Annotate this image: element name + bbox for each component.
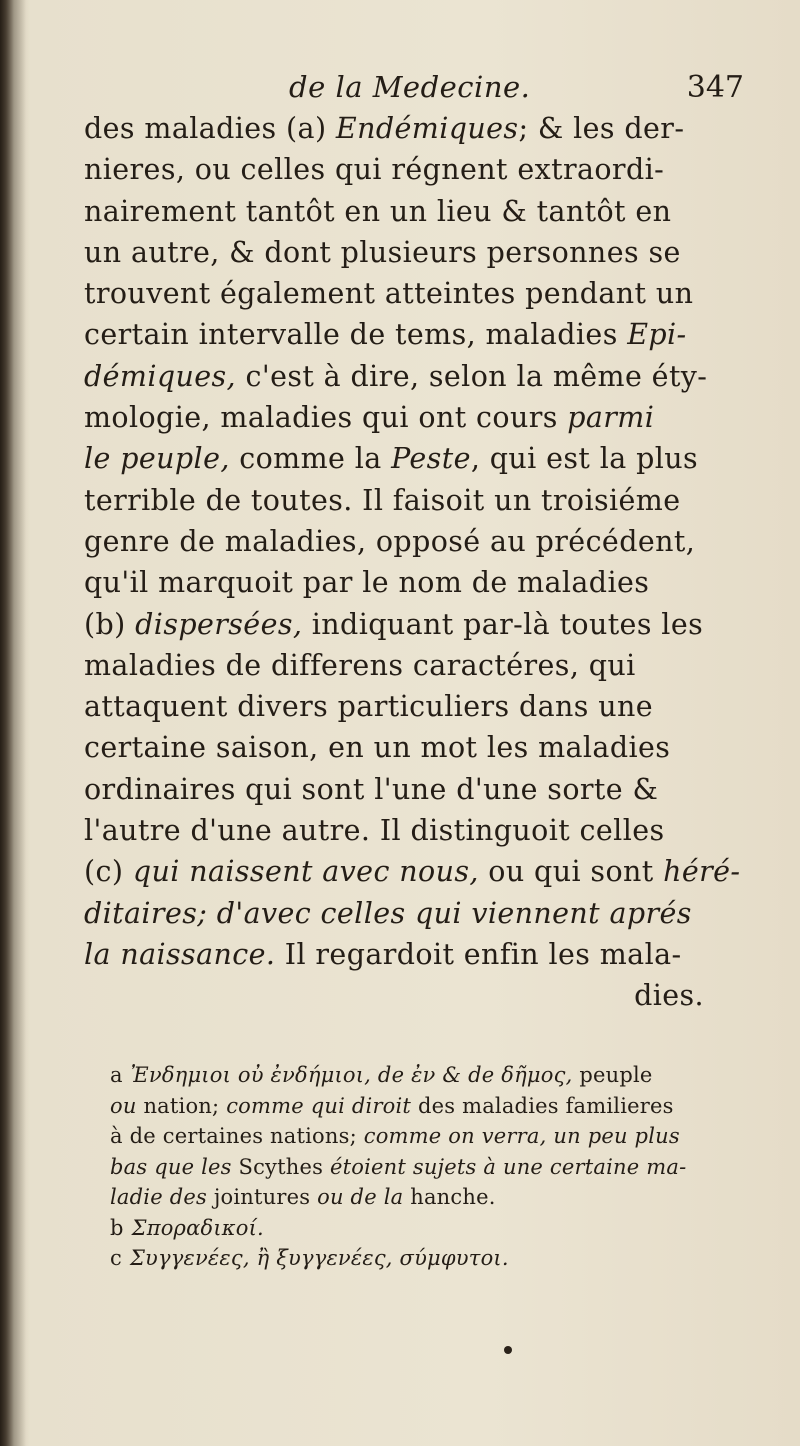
text-line: ordinaires qui sont l'une d'une sorte & bbox=[84, 772, 659, 806]
text-line: (b) dispersées, indiquant par-là toutes les bbox=[84, 607, 704, 641]
text-line: des maladies (a) Endémiques; & les der- bbox=[84, 112, 685, 145]
footnote-marker: c bbox=[110, 1246, 122, 1270]
text-line: ditaires; d'avec celles qui viennent aprés bbox=[84, 896, 692, 930]
text-line: nairement tantôt en un lieu & tantôt en bbox=[84, 194, 672, 228]
footnote-marker: a bbox=[110, 1063, 123, 1087]
greek-text: Ἐνδημιοι οὐ ἐνδήμιοι, de ἐν & de δῆμος, bbox=[130, 1063, 573, 1087]
text-line: trouvent également atteintes pendant un bbox=[84, 277, 694, 311]
text-line: l'autre d'une autre. Il distinguoit celles bbox=[84, 814, 665, 848]
footnote-a: a Ἐνδημιοι οὐ ἐνδήμιοι, de ἐν & de δῆμος, peuple bbox=[110, 1063, 653, 1087]
footnotes bbox=[110, 1060, 750, 1274]
text-line: dies. bbox=[634, 979, 704, 1013]
text-line: genre de maladies, opposé au précédent, bbox=[84, 524, 696, 558]
text-line: démiques, c'est à dire, selon la même éty- bbox=[84, 359, 708, 393]
footnote-c bbox=[110, 1243, 750, 1274]
text-line: (c) qui naissent avec nous, ou qui sont héré- bbox=[84, 855, 741, 889]
footnote-marker: b bbox=[110, 1215, 124, 1240]
text-line: mologie, maladies qui ont cours parmi bbox=[84, 401, 655, 435]
footnote-a-line: à de certaines nations; comme on verra, un peu plus bbox=[110, 1124, 680, 1148]
text-line: maladies de differens caractéres, qui bbox=[84, 648, 636, 682]
printer-mark bbox=[504, 1346, 512, 1354]
text-line: un autre, & dont plusieurs personnes se bbox=[84, 235, 681, 269]
text-line: la naissance. Il regardoit enfin les mala- bbox=[84, 937, 682, 971]
text-line: terrible de toutes. Il faisoit un troisiéme bbox=[84, 483, 681, 517]
running-head bbox=[84, 70, 744, 110]
body-text bbox=[84, 108, 744, 1017]
footnote-a-line: bas que les Scythes étoient sujets à une certaine ma- bbox=[110, 1154, 687, 1179]
greek-text: Σποραδικοί. bbox=[131, 1215, 264, 1240]
text-line: attaquent divers particuliers dans une bbox=[84, 690, 654, 724]
text-line: nieres, ou celles qui régnent extraordi- bbox=[84, 153, 665, 187]
text-line: le peuple, comme la Peste, qui est la plus bbox=[84, 442, 699, 476]
footnote-a-line: ou nation; comme qui diroit des maladies familieres bbox=[110, 1093, 674, 1118]
text-line: certain intervalle de tems, maladies Epi- bbox=[84, 318, 687, 352]
text-line: certaine saison, en un mot les maladies bbox=[84, 731, 671, 765]
page-number: 347 bbox=[686, 70, 744, 105]
text-line: qu'il marquoit par le nom de maladies bbox=[84, 566, 650, 600]
footnote-a-line: ladie des jointures ou de la hanche. bbox=[110, 1185, 496, 1209]
greek-text: Συγγενέες, ἢ ξυγγενέες, σύμφυτοι. bbox=[129, 1246, 509, 1270]
footnote-b bbox=[110, 1213, 750, 1244]
running-title: de la Medecine. bbox=[289, 70, 531, 104]
binding-shadow bbox=[0, 0, 26, 1446]
